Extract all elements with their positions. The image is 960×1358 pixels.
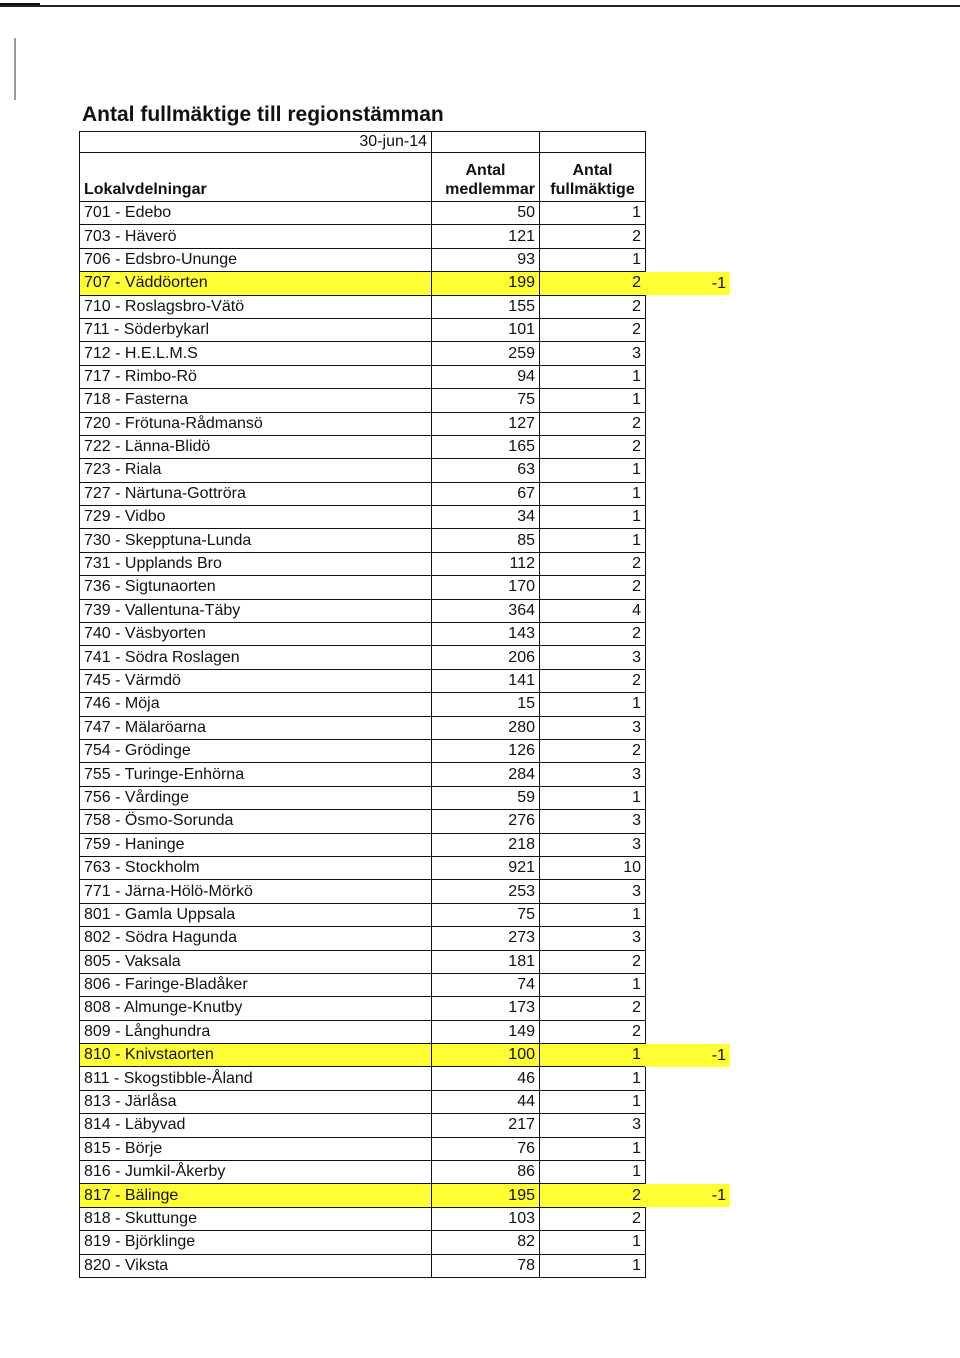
members-cell: 78 <box>432 1254 540 1277</box>
table-row <box>80 903 646 926</box>
table-row <box>80 272 646 295</box>
delegates-table <box>79 131 646 1278</box>
members-cell: 101 <box>432 318 540 341</box>
lokalavdelning-cell: 813 - Järlåsa <box>80 1090 432 1113</box>
delegates-cell: 2 <box>540 997 646 1020</box>
members-cell: 195 <box>432 1184 540 1207</box>
lokalavdelning-cell: 758 - Ösmo-Sorunda <box>80 810 432 833</box>
lokalavdelning-cell: 722 - Länna-Blidö <box>80 435 432 458</box>
delegates-cell: 1 <box>540 786 646 809</box>
members-cell: 50 <box>432 202 540 225</box>
table-row <box>80 997 646 1020</box>
delegates-cell: 3 <box>540 763 646 786</box>
lokalavdelning-cell: 809 - Långhundra <box>80 1020 432 1043</box>
lokalavdelning-cell: 806 - Faringe-Bladåker <box>80 973 432 996</box>
table-row <box>80 576 646 599</box>
table-row <box>80 1137 646 1160</box>
delegates-cell: 1 <box>540 365 646 388</box>
table-row <box>80 693 646 716</box>
lokalavdelning-cell: 814 - Läbyvad <box>80 1114 432 1137</box>
lokalavdelning-cell: 747 - Mälaröarna <box>80 716 432 739</box>
table-row <box>80 202 646 225</box>
delegates-cell: 1 <box>540 1090 646 1113</box>
delegates-cell: 1 <box>540 529 646 552</box>
scan-margin-mark <box>14 38 16 100</box>
table-row <box>80 529 646 552</box>
lokalavdelning-cell: 745 - Värmdö <box>80 669 432 692</box>
delegates-cell: 2 <box>540 552 646 575</box>
members-cell: 276 <box>432 810 540 833</box>
table-row <box>80 973 646 996</box>
members-cell: 143 <box>432 623 540 646</box>
lokalavdelning-cell: 802 - Södra Hagunda <box>80 927 432 950</box>
delegates-cell: 2 <box>540 623 646 646</box>
table-row <box>80 833 646 856</box>
delegates-cell: 2 <box>540 435 646 458</box>
table-row <box>80 1067 646 1090</box>
page-title: Antal fullmäktige till regionstämman <box>82 103 444 126</box>
members-cell: 141 <box>432 669 540 692</box>
delegates-cell: 1 <box>540 693 646 716</box>
members-cell: 67 <box>432 482 540 505</box>
delegates-cell: 1 <box>540 202 646 225</box>
spreadsheet <box>79 131 645 1278</box>
members-cell: 34 <box>432 506 540 529</box>
members-cell: 165 <box>432 435 540 458</box>
delegates-cell: 3 <box>540 342 646 365</box>
delegates-cell: 2 <box>540 318 646 341</box>
lokalavdelning-cell: 736 - Sigtunaorten <box>80 576 432 599</box>
lokalavdelning-cell: 712 - H.E.L.M.S <box>80 342 432 365</box>
members-cell: 127 <box>432 412 540 435</box>
table-row <box>80 225 646 248</box>
table-row <box>80 786 646 809</box>
lokalavdelning-cell: 746 - Möja <box>80 693 432 716</box>
table-row <box>80 1090 646 1113</box>
header-antal-fullmaktige <box>540 153 646 202</box>
adjustment-column <box>645 0 730 1358</box>
members-cell: 181 <box>432 950 540 973</box>
delegates-cell: 2 <box>540 1020 646 1043</box>
table-row <box>80 389 646 412</box>
members-cell: 100 <box>432 1044 540 1067</box>
members-cell: 94 <box>432 365 540 388</box>
lokalavdelning-cell: 730 - Skepptuna-Lunda <box>80 529 432 552</box>
delegates-cell: 1 <box>540 389 646 412</box>
table-row <box>80 856 646 879</box>
table-row <box>80 623 646 646</box>
delegates-cell: 1 <box>540 973 646 996</box>
members-cell: 259 <box>432 342 540 365</box>
adjustment-value: -1 <box>645 1044 730 1067</box>
delegates-cell: 3 <box>540 646 646 669</box>
header-antal-medlemmar <box>432 153 540 202</box>
members-cell: 59 <box>432 786 540 809</box>
delegates-cell: 3 <box>540 810 646 833</box>
lokalavdelning-cell: 710 - Roslagsbro-Vätö <box>80 295 432 318</box>
delegates-cell: 3 <box>540 880 646 903</box>
delegates-cell: 1 <box>540 1254 646 1277</box>
lokalavdelning-cell: 706 - Edsbro-Ununge <box>80 248 432 271</box>
table-row <box>80 810 646 833</box>
table-row <box>80 482 646 505</box>
table-row <box>80 739 646 762</box>
members-cell: 364 <box>432 599 540 622</box>
members-cell: 155 <box>432 295 540 318</box>
header-row <box>80 153 646 202</box>
date-cell: 30-jun-14 <box>80 132 432 153</box>
table-row <box>80 1207 646 1230</box>
lokalavdelning-cell: 707 - Väddöorten <box>80 272 432 295</box>
delegates-cell: 1 <box>540 482 646 505</box>
table-row <box>80 927 646 950</box>
table-body <box>80 202 646 1278</box>
delegates-cell: 2 <box>540 225 646 248</box>
lokalavdelning-cell: 771 - Järna-Hölö-Mörkö <box>80 880 432 903</box>
delegates-cell: 10 <box>540 856 646 879</box>
table-row <box>80 1161 646 1184</box>
members-cell: 253 <box>432 880 540 903</box>
adjustment-value: -1 <box>645 272 730 295</box>
lokalavdelning-cell: 711 - Söderbykarl <box>80 318 432 341</box>
members-cell: 280 <box>432 716 540 739</box>
delegates-cell: 2 <box>540 272 646 295</box>
members-cell: 149 <box>432 1020 540 1043</box>
lokalavdelning-cell: 701 - Edebo <box>80 202 432 225</box>
members-cell: 206 <box>432 646 540 669</box>
delegates-cell: 3 <box>540 833 646 856</box>
members-cell: 921 <box>432 856 540 879</box>
table-row <box>80 1184 646 1207</box>
lokalavdelning-cell: 801 - Gamla Uppsala <box>80 903 432 926</box>
table-row <box>80 506 646 529</box>
table-row <box>80 459 646 482</box>
members-cell: 63 <box>432 459 540 482</box>
table-row <box>80 1114 646 1137</box>
lokalavdelning-cell: 811 - Skogstibble-Åland <box>80 1067 432 1090</box>
lokalavdelning-cell: 763 - Stockholm <box>80 856 432 879</box>
table-row <box>80 412 646 435</box>
delegates-cell: 1 <box>540 506 646 529</box>
members-cell: 82 <box>432 1231 540 1254</box>
members-cell: 199 <box>432 272 540 295</box>
delegates-cell: 1 <box>540 903 646 926</box>
members-cell: 76 <box>432 1137 540 1160</box>
delegates-cell: 1 <box>540 248 646 271</box>
members-cell: 85 <box>432 529 540 552</box>
date-row <box>80 132 646 153</box>
delegates-cell: 2 <box>540 1207 646 1230</box>
lokalavdelning-cell: 717 - Rimbo-Rö <box>80 365 432 388</box>
header-line: Antal <box>465 162 506 179</box>
lokalavdelning-cell: 755 - Turinge-Enhörna <box>80 763 432 786</box>
members-cell: 44 <box>432 1090 540 1113</box>
members-cell: 218 <box>432 833 540 856</box>
delegates-cell: 1 <box>540 1161 646 1184</box>
members-cell: 112 <box>432 552 540 575</box>
members-cell: 86 <box>432 1161 540 1184</box>
members-cell: 170 <box>432 576 540 599</box>
table-row <box>80 318 646 341</box>
lokalavdelning-cell: 741 - Södra Roslagen <box>80 646 432 669</box>
members-cell: 121 <box>432 225 540 248</box>
lokalavdelning-cell: 727 - Närtuna-Gottröra <box>80 482 432 505</box>
lokalavdelning-cell: 754 - Grödinge <box>80 739 432 762</box>
lokalavdelning-cell: 723 - Riala <box>80 459 432 482</box>
lokalavdelning-cell: 810 - Knivstaorten <box>80 1044 432 1067</box>
lokalavdelning-cell: 756 - Vårdinge <box>80 786 432 809</box>
header-line: medlemmar <box>445 181 535 198</box>
lokalavdelning-cell: 718 - Fasterna <box>80 389 432 412</box>
lokalavdelning-cell: 740 - Väsbyorten <box>80 623 432 646</box>
table-row <box>80 1254 646 1277</box>
delegates-cell: 4 <box>540 599 646 622</box>
header-lokalavdelningar: Lokalvdelningar <box>80 153 432 202</box>
lokalavdelning-cell: 759 - Haninge <box>80 833 432 856</box>
delegates-cell: 2 <box>540 950 646 973</box>
members-cell: 273 <box>432 927 540 950</box>
delegates-cell: 1 <box>540 1067 646 1090</box>
table-row <box>80 950 646 973</box>
table-row <box>80 1231 646 1254</box>
table-row <box>80 880 646 903</box>
lokalavdelning-cell: 805 - Vaksala <box>80 950 432 973</box>
table-row <box>80 295 646 318</box>
members-cell: 217 <box>432 1114 540 1137</box>
lokalavdelning-cell: 816 - Jumkil-Åkerby <box>80 1161 432 1184</box>
lokalavdelning-cell: 815 - Börje <box>80 1137 432 1160</box>
members-cell: 173 <box>432 997 540 1020</box>
members-cell: 126 <box>432 739 540 762</box>
members-cell: 46 <box>432 1067 540 1090</box>
delegates-cell: 1 <box>540 1044 646 1067</box>
lokalavdelning-cell: 819 - Björklinge <box>80 1231 432 1254</box>
table-row <box>80 1020 646 1043</box>
table-row <box>80 248 646 271</box>
header-line: fullmäktige <box>550 181 635 198</box>
delegates-cell: 2 <box>540 669 646 692</box>
members-cell: 75 <box>432 389 540 412</box>
adjustment-value: -1 <box>645 1184 730 1207</box>
delegates-cell: 2 <box>540 576 646 599</box>
members-cell: 74 <box>432 973 540 996</box>
lokalavdelning-cell: 731 - Upplands Bro <box>80 552 432 575</box>
empty-cell <box>432 132 540 153</box>
delegates-cell: 1 <box>540 1231 646 1254</box>
delegates-cell: 1 <box>540 1137 646 1160</box>
lokalavdelning-cell: 808 - Almunge-Knutby <box>80 997 432 1020</box>
members-cell: 103 <box>432 1207 540 1230</box>
members-cell: 284 <box>432 763 540 786</box>
empty-cell <box>540 132 646 153</box>
header-line: Antal <box>572 162 613 179</box>
lokalavdelning-cell: 818 - Skuttunge <box>80 1207 432 1230</box>
scan-top-border <box>0 5 960 7</box>
table-row <box>80 435 646 458</box>
table-row <box>80 365 646 388</box>
delegates-cell: 2 <box>540 1184 646 1207</box>
lokalavdelning-cell: 739 - Vallentuna-Täby <box>80 599 432 622</box>
table-row <box>80 1044 646 1067</box>
delegates-cell: 2 <box>540 295 646 318</box>
table-row <box>80 763 646 786</box>
delegates-cell: 1 <box>540 459 646 482</box>
table-row <box>80 669 646 692</box>
members-cell: 93 <box>432 248 540 271</box>
delegates-cell: 2 <box>540 739 646 762</box>
delegates-cell: 3 <box>540 716 646 739</box>
table-row <box>80 552 646 575</box>
lokalavdelning-cell: 729 - Vidbo <box>80 506 432 529</box>
table-row <box>80 716 646 739</box>
lokalavdelning-cell: 720 - Frötuna-Rådmansö <box>80 412 432 435</box>
table-row <box>80 342 646 365</box>
delegates-cell: 3 <box>540 927 646 950</box>
lokalavdelning-cell: 820 - Viksta <box>80 1254 432 1277</box>
members-cell: 75 <box>432 903 540 926</box>
members-cell: 15 <box>432 693 540 716</box>
table-row <box>80 646 646 669</box>
lokalavdelning-cell: 817 - Bälinge <box>80 1184 432 1207</box>
table-row <box>80 599 646 622</box>
delegates-cell: 3 <box>540 1114 646 1137</box>
lokalavdelning-cell: 703 - Häverö <box>80 225 432 248</box>
delegates-cell: 2 <box>540 412 646 435</box>
